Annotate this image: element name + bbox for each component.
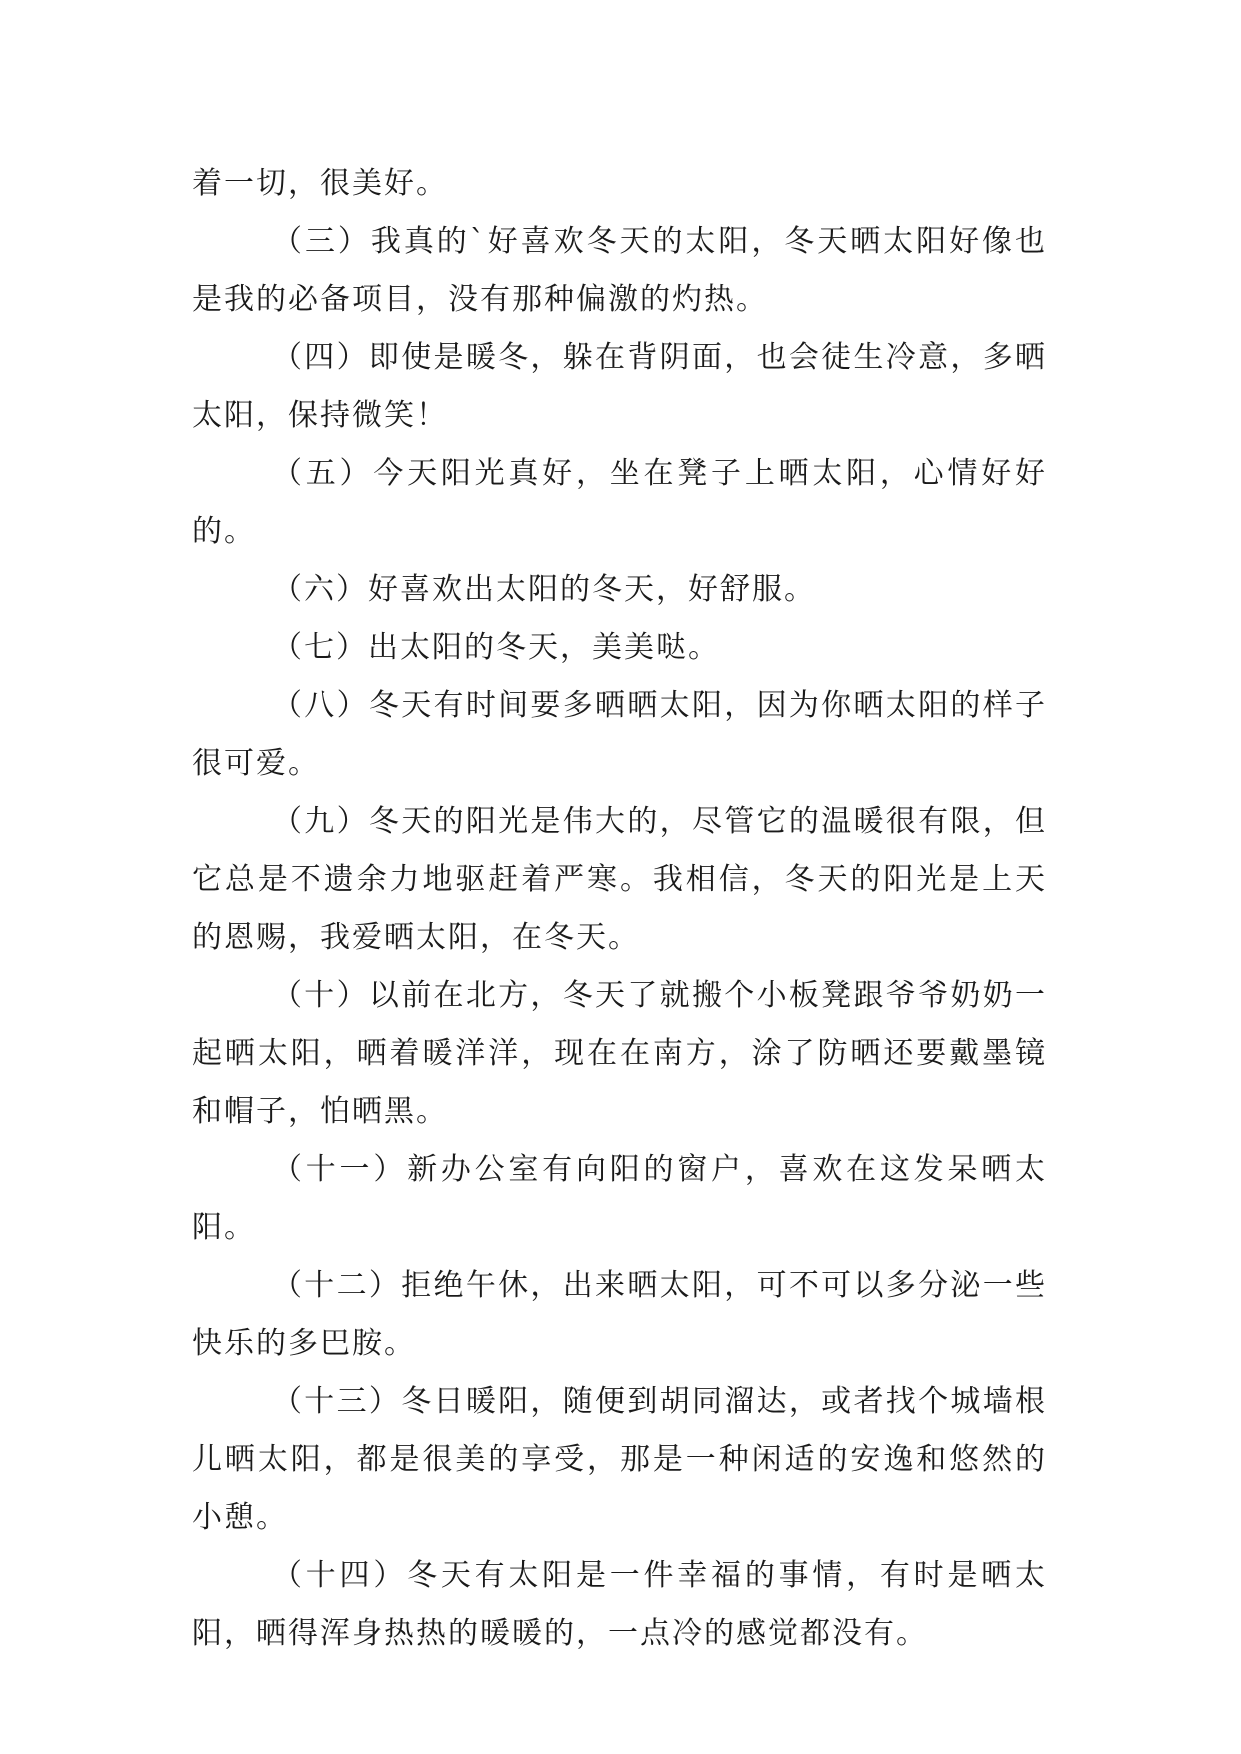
paragraph-continuation: 着一切，很美好。 xyxy=(192,166,448,201)
document-page xyxy=(192,155,1047,1663)
paragraph-6: （六）好喜欢出太阳的冬天，好舒服。 xyxy=(272,572,816,607)
paragraph-9: （九）冬天的阳光是伟大的，尽管它的温暖很有限，但它总是不遗余力地驱赶着严寒。我相信，冬天的阳光是上天的恩赐，我爱晒太阳，在冬天。 xyxy=(192,804,1047,955)
paragraph-12: （十二）拒绝午休，出来晒太阳，可不可以多分泌一些快乐的多巴胺。 xyxy=(192,1268,1047,1361)
paragraph-3: （三）我真的`好喜欢冬天的太阳，冬天晒太阳好像也是我的必备项目，没有那种偏激的灼热。 xyxy=(192,224,1047,317)
paragraph-11: （十一）新办公室有向阳的窗户，喜欢在这发呆晒太阳。 xyxy=(192,1152,1047,1245)
paragraph-4: （四）即使是暖冬，躲在背阴面，也会徒生冷意，多晒太阳，保持微笑！ xyxy=(192,340,1047,433)
paragraph-5: （五）今天阳光真好，坐在凳子上晒太阳，心情好好的。 xyxy=(192,456,1047,549)
paragraph-10: （十）以前在北方，冬天了就搬个小板凳跟爷爷奶奶一起晒太阳，晒着暖洋洋，现在在南方，涂了防晒还要戴墨镜和帽子，怕晒黑。 xyxy=(192,978,1047,1129)
paragraph-13: （十三）冬日暖阳，随便到胡同溜达，或者找个城墙根儿晒太阳，都是很美的享受，那是一种闲适的安逸和悠然的小憩。 xyxy=(192,1384,1047,1535)
paragraph-7: （七）出太阳的冬天，美美哒。 xyxy=(272,630,720,665)
paragraph-14: （十四）冬天有太阳是一件幸福的事情，有时是晒太阳，晒得浑身热热的暖暖的，一点冷的感觉都没有。 xyxy=(192,1558,1047,1651)
paragraph-8: （八）冬天有时间要多晒晒太阳，因为你晒太阳的样子很可爱。 xyxy=(192,688,1047,781)
